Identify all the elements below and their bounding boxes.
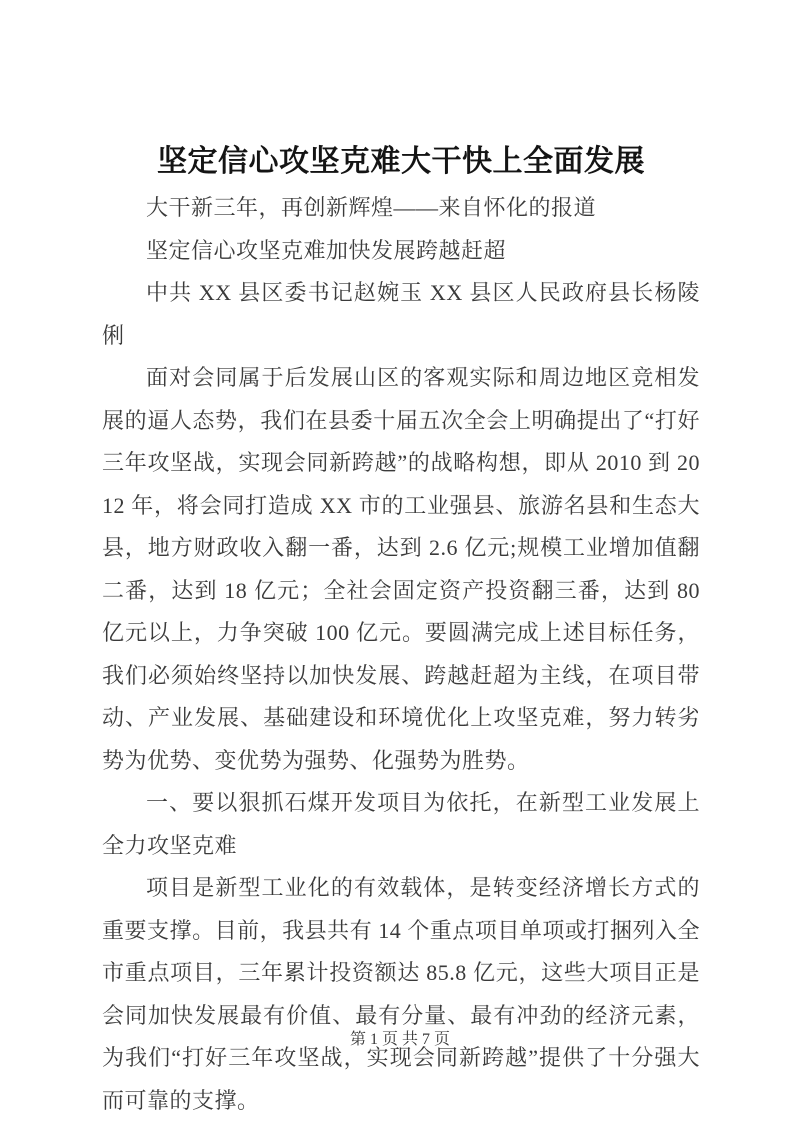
subtitle-line-slogan: 坚定信心攻坚克难加快发展跨越赶超: [146, 237, 507, 263]
page-number: 第 1 页 共 7 页: [349, 1031, 450, 1048]
body-paragraph-projects: 项目是新型工业化的有效载体，是转变经济增长方式的重要支撑。目前，我县共有 14 个重点项目单项或打捆列入全市重点项目，三年累计投资额达 85.8 亿元，这些大项目正是会同加快发展最有价值、最有分量、最有冲劲的经济元素，为我们“打好三年攻坚战，实现会同新跨越”提供了十分强大而可靠的支撑。: [102, 875, 700, 1113]
body-paragraph-strategy: 面对会同属于后发展山区的客观实际和周边地区竞相发展的逼人态势，我们在县委十届五次全会上明确提出了“打好三年攻坚战，实现会同新跨越”的战略构想，即从 2010 到 2012 年，将会同打造成 XX 市的工业强县、旅游名县和生态大县，地方财政收入翻一番，达到 2.6 亿元;规模工业增加值翻二番，达到 18 亿元；全社会固定资产投资翻三番，达到 80 亿元以上，力争突破 100 亿元。要圆满完成上述目标任务，我们必须始终坚持以加快发展、跨越赶超为主线，在项目带动、产业发展、基础建设和环境优化上攻坚克难，努力转劣势为优势、变优势为强势、化强势为胜势。: [102, 365, 700, 773]
document-title: 坚定信心攻坚克难大干快上全面发展: [157, 145, 645, 178]
subtitle-line-report-source: 大干新三年，再创新辉煌——来自怀化的报道: [146, 195, 597, 220]
byline-authors: 中共 XX 县区委书记赵婉玉 XX 县区人民政府县长杨陵俐: [102, 280, 700, 348]
section-heading-1: 一、要以狠抓石煤开发项目为依托，在新型工业发展上全力攻坚克难: [102, 790, 700, 858]
